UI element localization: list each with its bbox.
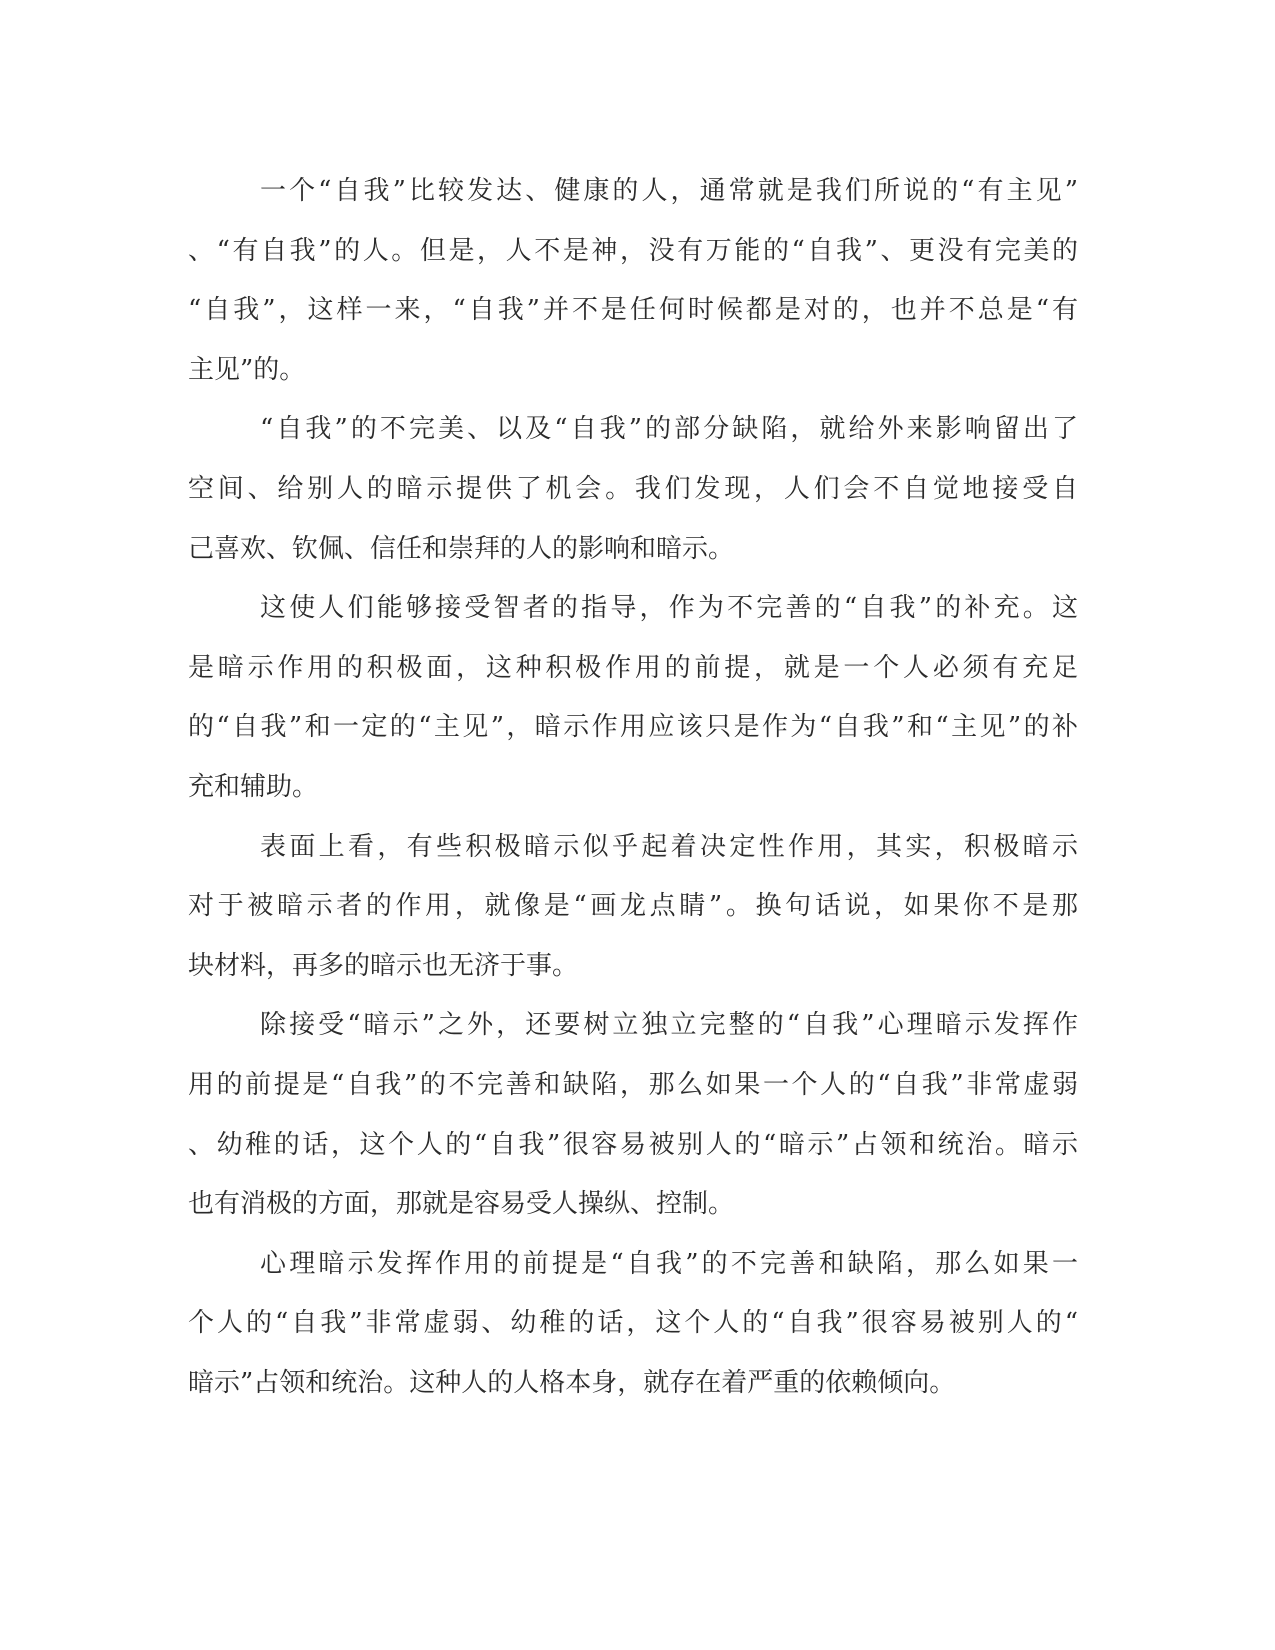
paragraph-6 [188, 1235, 1078, 1414]
paragraph-line: 一个“自我”比较发达、健康的人，通常就是我们所说的“有主见” [260, 176, 1078, 206]
paragraph-line: 对于被暗示者的作用，就像是“画龙点睛”。换句话说，如果你不是那 [188, 891, 1078, 922]
paragraph-line: 除接受“暗示”之外，还要树立独立完整的“自我”心理暗示发挥作 [260, 1010, 1078, 1041]
paragraph-line: 表面上看，有些积极暗示似乎起着决定性作用，其实，积极暗示 [260, 831, 1078, 862]
paragraph-line: 的“自我”和一定的“主见”，暗示作用应该只是作为“自我”和“主见”的补 [188, 712, 1078, 743]
paragraph-line: 、幼稚的话，这个人的“自我”很容易被别人的“暗示”占领和统治。暗示 [188, 1129, 1078, 1160]
paragraph-line: 是暗示作用的积极面，这种积极作用的前提，就是一个人必须有充足 [188, 652, 1078, 683]
paragraph-line: 用的前提是“自我”的不完善和缺陷，那么如果一个人的“自我”非常虚弱 [188, 1069, 1078, 1100]
paragraph-line: 空间、给别人的暗示提供了机会。我们发现，人们会不自觉地接受自 [188, 473, 1078, 504]
paragraph-line: 主见”的。 [188, 354, 306, 385]
paragraph-line: “自我”的不完美、以及“自我”的部分缺陷，就给外来影响留出了 [260, 414, 1078, 445]
paragraph-line: 块材料，再多的暗示也无济于事。 [188, 950, 579, 981]
paragraph-4 [188, 818, 1078, 997]
paragraph-line: 暗示”占领和统治。这种人的人格本身，就存在着严重的依赖倾向。 [188, 1367, 956, 1398]
paragraph-2 [188, 400, 1078, 579]
paragraph-3 [188, 579, 1078, 817]
paragraph-line: 心理暗示发挥作用的前提是“自我”的不完善和缺陷，那么如果一 [260, 1248, 1078, 1279]
paragraph-line: 这使人们能够接受智者的指导，作为不完善的“自我”的补充。这 [260, 593, 1078, 624]
paragraph-line: 充和辅助。 [188, 771, 319, 802]
paragraph-line: 个人的“自我”非常虚弱、幼稚的话，这个人的“自我”很容易被别人的“ [188, 1308, 1078, 1339]
paragraph-1 [188, 162, 1078, 400]
paragraph-line: “自我”，这样一来，“自我”并不是任何时候都是对的，也并不总是“有 [188, 295, 1078, 326]
paragraph-line: 己喜欢、钦佩、信任和崇拜的人的影响和暗示。 [188, 533, 735, 564]
document-body [188, 162, 1078, 1413]
paragraph-5 [188, 996, 1078, 1234]
paragraph-line: 也有消极的方面，那就是容易受人操纵、控制。 [188, 1189, 735, 1220]
paragraph-line: 、“有自我”的人。但是，人不是神，没有万能的“自我”、更没有完美的 [188, 235, 1078, 266]
